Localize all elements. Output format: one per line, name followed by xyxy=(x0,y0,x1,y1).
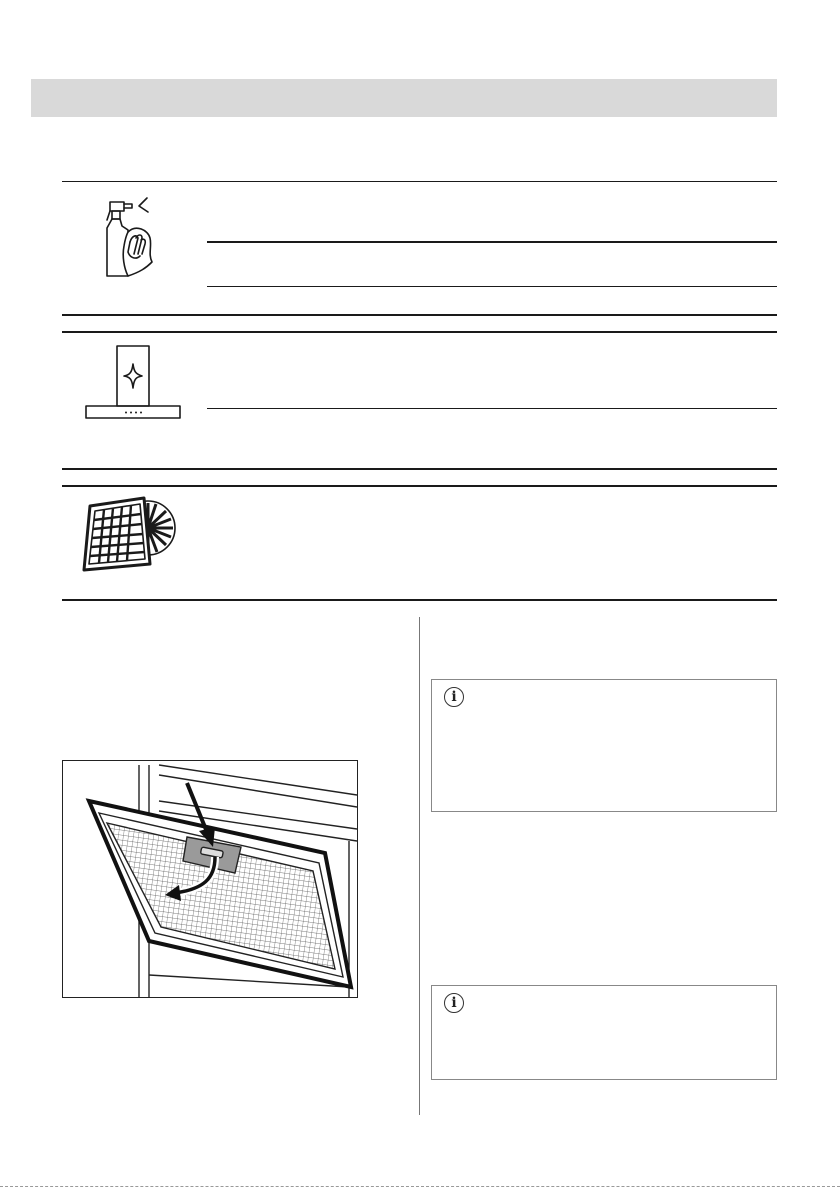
info-icon: i xyxy=(444,687,464,707)
section-1-inner-rule-a xyxy=(207,241,777,243)
note-box-2 xyxy=(431,985,777,1080)
charcoal-filter-icon xyxy=(78,492,180,574)
note-box-1 xyxy=(431,679,777,812)
section-2-inner-rule xyxy=(207,408,777,409)
section-1-top-rule xyxy=(62,181,777,182)
section-2-bottom-rule xyxy=(62,468,777,470)
section-3-bottom-rule xyxy=(62,599,777,601)
hood-clean-icon xyxy=(84,344,182,422)
section-1-inner-rule-b xyxy=(207,286,777,287)
column-divider xyxy=(419,617,420,1115)
section-2-top-rule xyxy=(62,331,777,333)
page-bottom-edge xyxy=(0,1186,840,1187)
info-icon: i xyxy=(444,993,464,1013)
grease-filter-removal-illustration xyxy=(62,760,358,998)
cleaning-spray-icon xyxy=(100,194,158,280)
section-3-top-rule xyxy=(62,485,777,487)
section-1-bottom-rule xyxy=(62,314,777,316)
section-header-bar xyxy=(31,79,777,117)
